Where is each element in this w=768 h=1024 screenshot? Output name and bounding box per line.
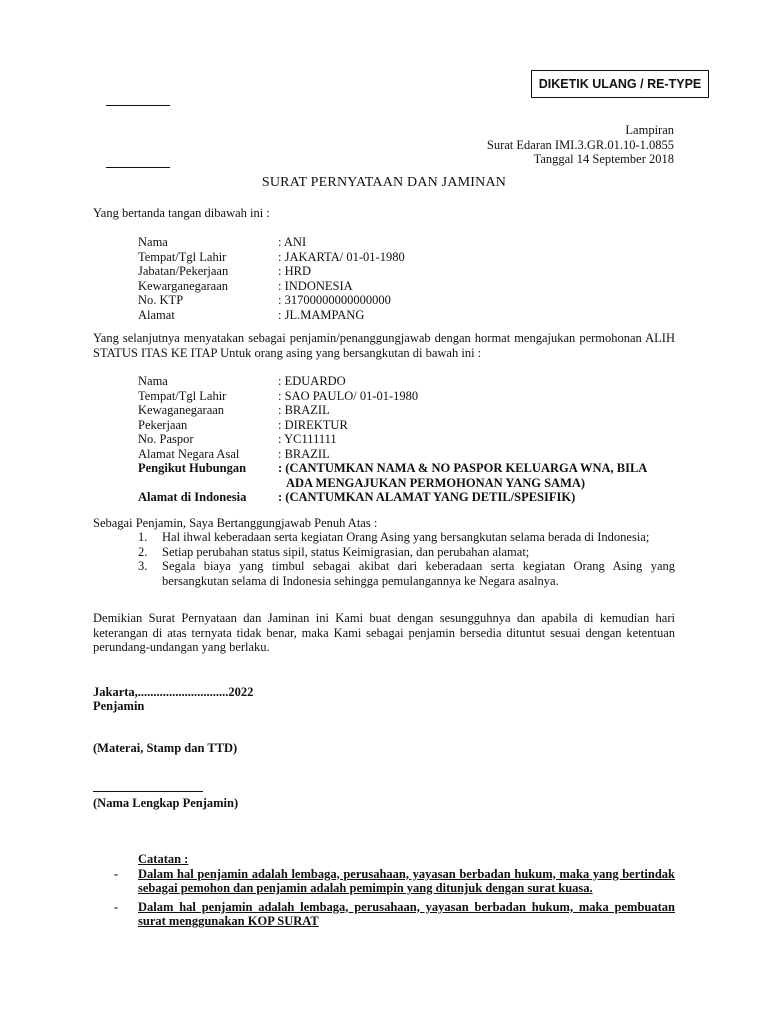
foreigner-row [138, 447, 647, 462]
top-rule-1 [106, 105, 170, 106]
list-number: 1. [138, 530, 148, 544]
field-value: : (CANTUMKAN ALAMAT YANG DETIL/SPESIFIK) [278, 490, 576, 504]
list-item [138, 545, 675, 560]
note-item [114, 900, 675, 929]
field-label: No. KTP [138, 293, 184, 307]
guarantor-row [138, 235, 405, 250]
attachment-label: Lampiran [625, 123, 674, 137]
guarantor-row [138, 279, 405, 294]
foreigner-row [138, 461, 647, 490]
list-item [138, 530, 675, 545]
field-value: : SAO PAULO/ 01-01-1980 [278, 388, 419, 403]
list-text: Hal ihwal keberadaan serta kegiatan Orang Asing yang bersangkutan selama berada di Indonesia; [162, 530, 650, 544]
field-label: Nama [138, 235, 168, 249]
field-value: : HRD [278, 264, 311, 278]
retype-stamp: DIKETIK ULANG / RE-TYPE [531, 70, 709, 98]
field-value: : 31700000000000000 [278, 293, 391, 307]
foreigner-row [138, 490, 647, 505]
responsibility-list [138, 530, 675, 588]
field-label: Pengikut Hubungan [138, 461, 247, 475]
foreigner-row [138, 403, 647, 418]
guarantor-row [138, 293, 405, 308]
statement-paragraph: Yang selanjutnya menyatakan sebagai penjamin/penanggungjawab dengan hormat mengajukan permohonan ALIH STATUS ITAS KE ITAP Untuk orang asing yang bersangkutan di bawah ini : [93, 331, 675, 360]
foreigner-details [138, 374, 647, 505]
place-date: Jakarta,.............................2022 [93, 685, 254, 699]
field-label: Alamat di Indonesia [138, 490, 247, 504]
field-value: : BRAZIL [278, 446, 330, 461]
field-label: Tempat/Tgl Lahir [138, 388, 227, 403]
list-text: Segala biaya yang timbul sebagai akibat dari keberadaan serta kegiatan Orang Asing yang bersangkutan selama di Indonesia sehingga pemulangannya ke Negara asalnya. [162, 559, 675, 588]
field-value: : YC111111 [278, 432, 337, 446]
field-value-continuation: ADA MENGAJUKAN PERMOHONAN YANG SAMA) [286, 475, 586, 490]
closing-paragraph: Demikian Surat Pernyataan dan Jaminan ini Kami buat dengan sesungguhnya dan apabila di kemudian hari keterangan di atas ternyata tidak benar, maka Kami sebagai penjamin bersedia dituntut sesuai dengan ketentuan perundang-undangan yang berlaku. [93, 611, 675, 654]
circular-date: Tanggal 14 September 2018 [533, 152, 674, 166]
guarantor-label: Penjamin [93, 699, 145, 713]
field-label: Alamat Negara Asal [138, 446, 240, 461]
foreigner-row [138, 374, 647, 389]
circular-number: Surat Edaran IMI.3.GR.01.10-1.0855 [486, 137, 674, 152]
field-label: Jabatan/Pekerjaan [138, 264, 229, 278]
signature-line [93, 791, 203, 792]
guarantor-details [138, 235, 405, 322]
field-label: Tempat/Tgl Lahir [138, 249, 227, 264]
field-label: Alamat [138, 307, 175, 322]
note-text: Dalam hal penjamin adalah lembaga, perusahaan, yayasan berbadan hukum, maka yang bertindak sebagai pemohon dan penjamin adalah pemimpin yang ditunjuk dengan surat kuasa. [138, 866, 675, 895]
attachment-reference [487, 123, 674, 167]
field-value: : JAKARTA/ 01-01-1980 [278, 249, 405, 264]
field-label: Kewaganegaraan [138, 403, 225, 417]
field-value: : BRAZIL [278, 403, 330, 417]
field-value: : (CANTUMKAN NAMA & NO PASPOR KELUARGA WNA, BILA [278, 461, 648, 475]
field-label: Kewarganegaraan [138, 278, 228, 293]
notes-section [114, 852, 675, 929]
guarantor-row [138, 250, 405, 265]
field-label: Pekerjaan [138, 417, 188, 432]
note-item [114, 867, 675, 896]
note-dash: - [114, 866, 119, 881]
notes-heading: Catatan : [138, 852, 189, 866]
field-value: : ANI [278, 235, 307, 249]
field-label: No. Paspor [138, 432, 194, 446]
field-value: : DIREKTUR [278, 417, 348, 432]
responsibility-intro: Sebagai Penjamin, Saya Bertanggungjawab Penuh Atas : [93, 516, 378, 530]
stamp-signature-placeholder: (Materai, Stamp dan TTD) [93, 741, 238, 755]
list-item [138, 559, 675, 588]
guarantor-row [138, 264, 405, 279]
field-value: : EDUARDO [278, 374, 346, 388]
note-text: Dalam hal penjamin adalah lembaga, perusahaan, yayasan berbadan hukum, maka pembuatan surat menggunakan KOP SURAT [138, 899, 675, 928]
list-number: 3. [138, 559, 148, 573]
guarantor-row [138, 308, 405, 323]
field-label: Nama [138, 374, 168, 388]
field-value: : INDONESIA [278, 278, 353, 293]
foreigner-row [138, 432, 647, 447]
foreigner-row [138, 389, 647, 404]
foreigner-row [138, 418, 647, 433]
full-name-placeholder: (Nama Lengkap Penjamin) [93, 796, 239, 810]
intro-text: Yang bertanda tangan dibawah ini : [93, 206, 270, 220]
list-text: Setiap perubahan status sipil, status Keimigrasian, dan perubahan alamat; [162, 544, 530, 559]
top-rule-2 [106, 167, 170, 168]
document-title: SURAT PERNYATAAN DAN JAMINAN [261, 175, 507, 190]
list-number: 2. [138, 544, 148, 559]
note-dash: - [114, 899, 119, 914]
field-value: : JL.MAMPANG [278, 307, 365, 322]
